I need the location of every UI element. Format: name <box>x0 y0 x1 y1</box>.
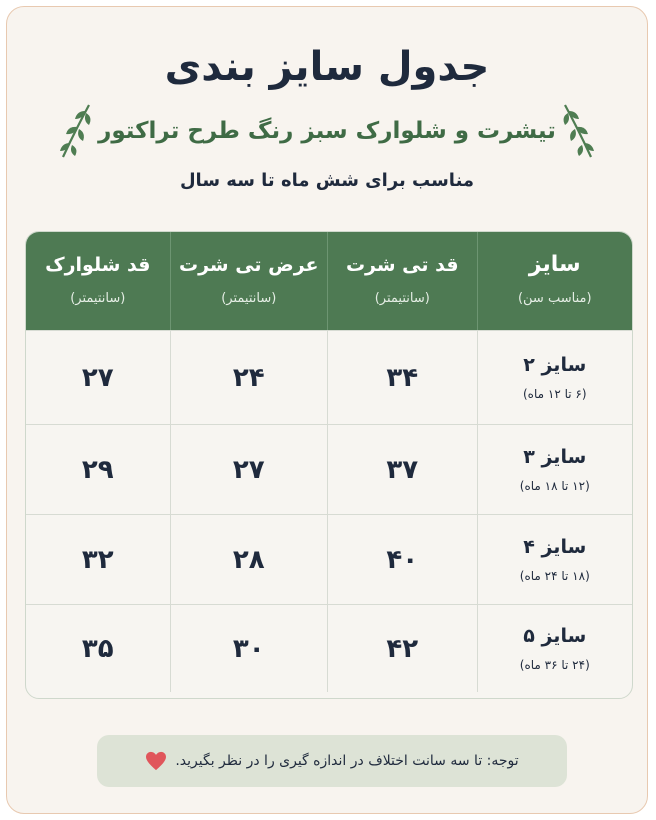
value: ۳۰ <box>232 633 265 664</box>
value: ۳۵ <box>81 633 114 664</box>
shirt-width-cell <box>170 515 327 604</box>
size-cell <box>477 331 632 424</box>
table-row <box>26 330 632 424</box>
value: ۲۷ <box>81 362 114 393</box>
size-age-range: (۲۴ تا ۳۶ ماه) <box>519 657 590 672</box>
size-name: سایز ۲ <box>523 353 587 376</box>
shirt-length-cell <box>327 331 477 424</box>
shirt-width-cell <box>170 605 327 692</box>
value: ۴۲ <box>386 633 419 664</box>
product-subtitle: تیشرت و شلوارک سبز رنگ طرح تراکتور <box>98 118 556 144</box>
value: ۲۷ <box>232 454 265 485</box>
page-title: جدول سایز بندی <box>164 44 490 90</box>
size-age-range: (۶ تا ۱۲ ماه) <box>523 386 587 401</box>
size-chart-card <box>6 6 648 814</box>
header-cell-shirt-length <box>327 232 477 330</box>
age-range-tagline: مناسب برای شش ماه تا سه سال <box>179 170 475 191</box>
header-sublabel: (سانتیمتر) <box>70 291 126 306</box>
value: ۲۸ <box>232 544 265 575</box>
header-label: قد شلوارک <box>45 254 151 276</box>
value: ۳۷ <box>386 454 419 485</box>
shirt-width-cell <box>170 425 327 514</box>
value: ۳۴ <box>386 362 419 393</box>
shirt-length-cell <box>327 605 477 692</box>
header-label: سایز <box>528 252 581 277</box>
header-sublabel: (سانتیمتر) <box>221 291 277 306</box>
heart-icon <box>145 751 167 771</box>
size-age-range: (۱۸ تا ۲۴ ماه) <box>519 568 590 583</box>
size-age-range: (۱۲ تا ۱۸ ماه) <box>519 478 590 493</box>
header-cell-shirt-width <box>170 232 327 330</box>
header-label: قد تی شرت <box>345 254 459 276</box>
shirt-width-cell <box>170 331 327 424</box>
shorts-length-cell <box>26 515 170 604</box>
shorts-length-cell <box>26 605 170 692</box>
shirt-length-cell <box>327 515 477 604</box>
size-cell <box>477 425 632 514</box>
value: ۲۴ <box>232 362 265 393</box>
value: ۲۹ <box>81 454 114 485</box>
header-label: عرض تی شرت <box>179 254 319 276</box>
size-cell <box>477 605 632 692</box>
size-cell <box>477 515 632 604</box>
table-header-row <box>26 232 632 330</box>
shirt-length-cell <box>327 425 477 514</box>
header-cell-size <box>477 232 632 330</box>
measurement-note <box>97 735 567 787</box>
shorts-length-cell <box>26 331 170 424</box>
size-name: سایز ۳ <box>523 445 587 468</box>
table-row <box>26 424 632 514</box>
header-cell-shorts-length <box>26 232 170 330</box>
size-name: سایز ۴ <box>523 535 587 558</box>
table-row <box>26 604 632 692</box>
table-row <box>26 514 632 604</box>
value: ۳۲ <box>81 544 114 575</box>
value: ۴۰ <box>386 544 419 575</box>
shorts-length-cell <box>26 425 170 514</box>
header-sublabel: (مناسب سن) <box>517 291 592 306</box>
header-sublabel: (سانتیمتر) <box>374 291 430 306</box>
size-table <box>25 231 633 699</box>
size-name: سایز ۵ <box>523 624 587 647</box>
note-text: توجه: تا سه سانت اختلاف در اندازه گیری را در نظر بگیرید. <box>175 753 519 769</box>
